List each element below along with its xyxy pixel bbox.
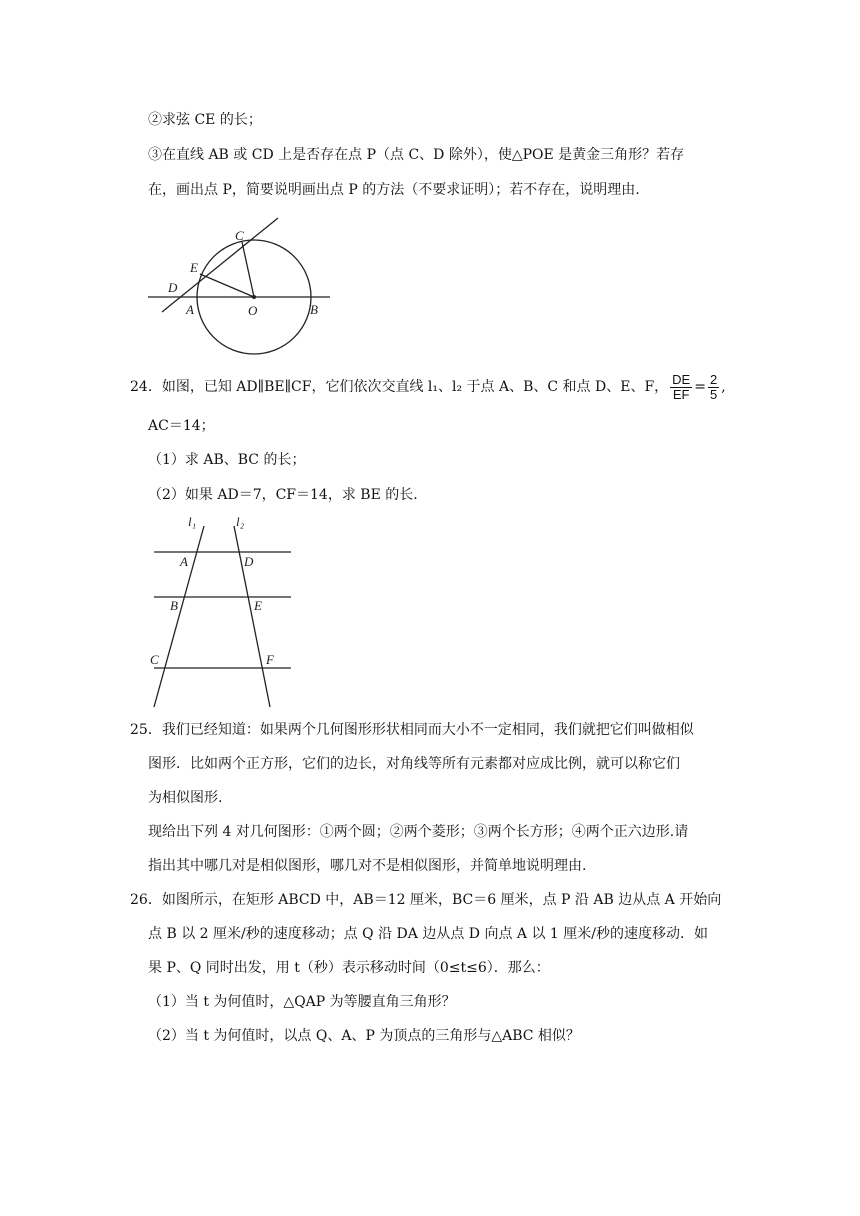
label-F2: F: [266, 652, 274, 667]
q24-line-2: AC＝14；: [148, 418, 215, 434]
q25-line-4: 现给出下列 4 对几何图形：①两个圆；②两个菱形；③两个长方形；④两个正六边形.请: [148, 824, 689, 840]
label-E2: E: [254, 598, 262, 613]
q25-line-1: 25．我们已经知道：如果两个几何图形形状相同而大小不一定相同，我们就把它们叫做相似: [130, 722, 694, 738]
q24-part-1: （1）求 AB、BC 的长；: [148, 452, 306, 468]
fraction-de-ef: $\frac{DE}{EF}$: [672, 371, 691, 402]
q26-part-1: （1）当 t 为何值时，△QAP 为等腰直角三角形？: [148, 994, 456, 1010]
label-A: A: [186, 302, 194, 317]
label-l1: l₁: [188, 514, 197, 529]
label-D2: D: [244, 554, 254, 569]
label-A2: A: [180, 554, 188, 569]
label-E: E: [190, 260, 198, 275]
text-line-1: ②求弦 CE 的长；: [148, 112, 262, 128]
q25-line-5: 指出其中哪几对是相似图形，哪几对不是相似图形，并简单地说明理由.: [148, 858, 587, 874]
label-l2: l₂: [236, 514, 245, 529]
q26-line-1: 26．如图所示，在矩形 ABCD 中，AB＝12 厘米，BC＝6 厘米，点 P 沿 AB 边从点 A 开始向: [130, 892, 722, 908]
label-D: D: [168, 280, 178, 295]
q26-line-2: 点 B 以 2 厘米/秒的速度移动；点 Q 沿 DA 边从点 D 向点 A 以 1 厘米/秒的速度移动．如: [148, 926, 708, 942]
q24-part-2: （2）如果 AD＝7，CF＝14，求 BE 的长.: [148, 487, 418, 503]
label-B: B: [310, 302, 318, 317]
circle-figure: [148, 212, 333, 361]
q25-line-2: 图形．比如两个正方形，它们的边长，对角线等所有元素都对应成比例，就可以称它们: [148, 756, 680, 772]
text-line-2: ③在直线 AB 或 CD 上是否存在点 P（点 C、D 除外），使△POE 是黄金三角形？若存: [148, 147, 685, 163]
q25-line-3: 为相似图形.: [148, 790, 223, 806]
text-line-3: 在，画出点 P，简要说明画出点 P 的方法（不要求证明）；若不存在，说明理由.: [148, 182, 640, 198]
parallel-lines-figure: [148, 512, 298, 712]
q24-line-1: 24．如图，已知 AD∥BE∥CF，它们依次交直线 l₁、l₂ 于点 A、B、C 和点 D、E、F， $\frac{DE}{EF}$ = $\frac{2}{5}$ ,: [130, 371, 726, 402]
q26-line-3: 果 P、Q 同时出发，用 t（秒）表示移动时间（0≤t≤6）．那么：: [148, 960, 550, 976]
label-C: C: [235, 228, 244, 243]
fraction-2-5: $\frac{2}{5}$: [709, 371, 718, 402]
label-C2: C: [150, 652, 159, 667]
label-O: O: [248, 303, 258, 318]
q26-part-2: （2）当 t 为何值时，以点 Q、A、P 为顶点的三角形与△ABC 相似？: [148, 1028, 580, 1044]
label-B2: B: [170, 598, 178, 613]
